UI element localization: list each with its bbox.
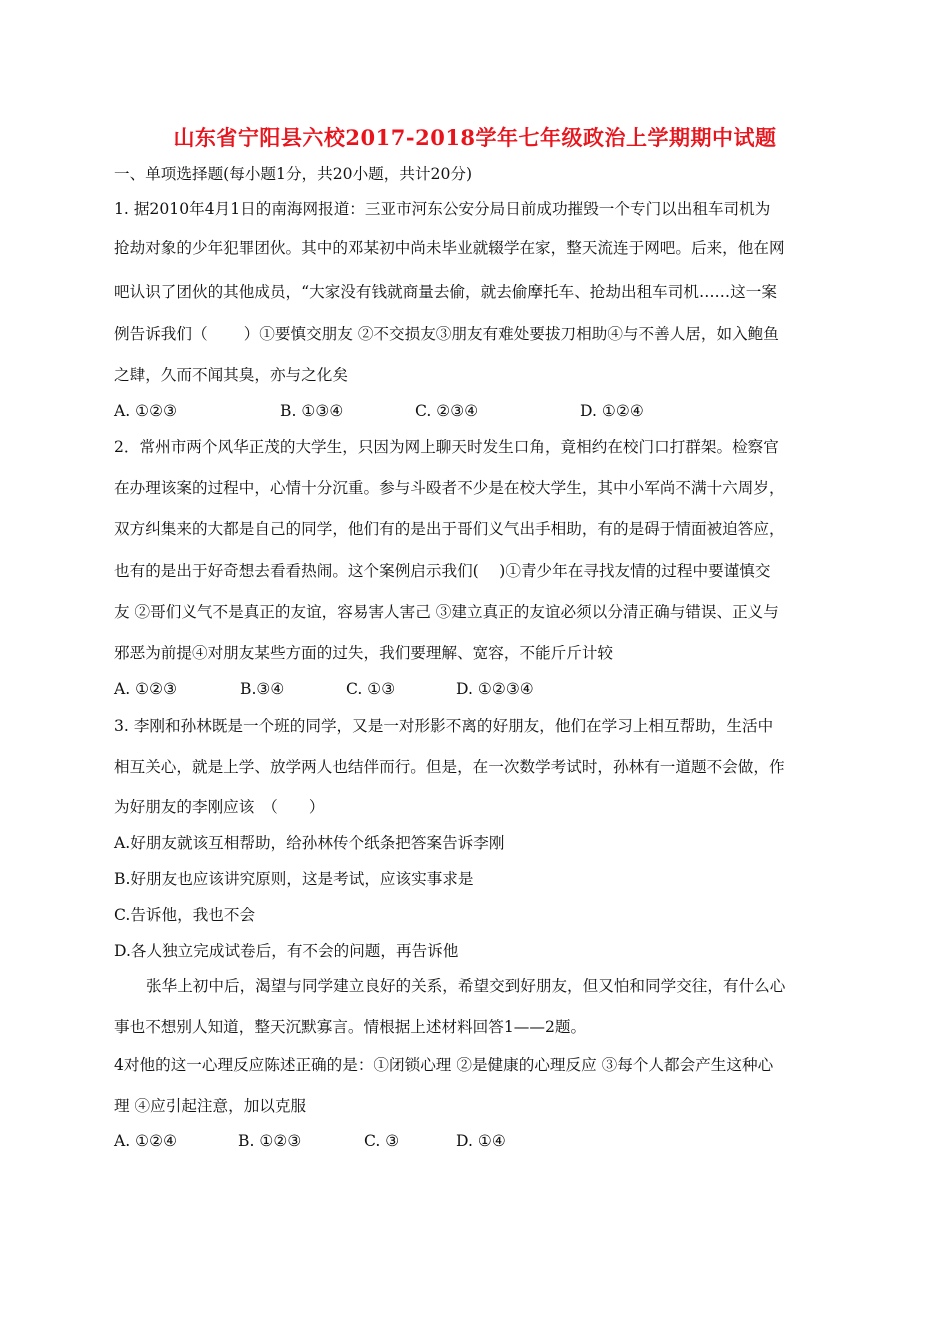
option-c: C. ③: [364, 1132, 400, 1150]
question-text-line: 也有的是出于好奇想去看看热闹。这个案例启示我们( )①青少年在寻找友情的过程中要谨慎交: [114, 562, 771, 580]
question-text-line: 1. 据2010年4月1日的南海网报道：三亚市河东公安分局日前成功摧毁一个专门以出租车司机为: [114, 200, 771, 218]
option-d: D.各人独立完成试卷后，有不会的问题，再告诉他: [114, 942, 459, 960]
option-d: D. ①②④: [580, 402, 644, 420]
option-c: C.告诉他，我也不会: [114, 906, 256, 924]
question-text-line: 友 ②哥们义气不是真正的友谊，容易害人害己 ③建立真正的友谊必须以分清正确与错误、正义与: [114, 603, 779, 621]
question-text-line: 3. 李刚和孙林既是一个班的同学，又是一对形影不离的好朋友，他们在学习上相互帮助，生活中: [114, 717, 774, 735]
option-b: B.好朋友也应该讲究原则，这是考试，应该实事求是: [114, 870, 474, 888]
option-b: B. ①②③: [238, 1132, 302, 1150]
option-b: B. ①③④: [280, 402, 344, 420]
section-heading: 一、单项选择题(每小题1分，共20小题，共计20分): [114, 165, 473, 183]
question-text-line: 吧认识了团伙的其他成员，“大家没有钱就商量去偷，就去偷摩托车、抢劫出租车司机……这一案: [114, 283, 777, 301]
option-a: A. ①②③: [114, 680, 178, 698]
option-a: A. ①②④: [114, 1132, 178, 1150]
question-text-line: 相互关心，就是上学、放学两人也结伴而行。但是，在一次数学考试时，孙林有一道题不会做，作: [114, 758, 785, 776]
option-c: C. ①③: [346, 680, 396, 698]
material-text-line: 事也不想别人知道，整天沉默寡言。情根据上述材料回答1——2题。: [114, 1018, 587, 1036]
option-a: A.好朋友就该互相帮助，给孙林传个纸条把答案告诉李刚: [114, 834, 505, 852]
question-text-line: 在办理该案的过程中，心情十分沉重。参与斗殴者不少是在校大学生，其中小军尚不满十六周岁，: [114, 479, 785, 497]
question-text-line: 为好朋友的李刚应该 （ ）: [114, 798, 325, 816]
question-text-line: 双方纠集来的大都是自己的同学，他们有的是出于哥们义气出手相助，有的是碍于情面被迫答应，: [114, 520, 785, 538]
option-d: D. ①④: [456, 1132, 506, 1150]
option-d: D. ①②③④: [456, 680, 534, 698]
question-text-line: 之肆，久而不闻其臭，亦与之化矣: [114, 366, 348, 384]
question-text-line: 2．常州市两个风华正茂的大学生，只因为网上聊天时发生口角，竟相约在校门口打群架。检察官: [114, 438, 779, 456]
question-text-line: 例告诉我们（ ）①要慎交朋友 ②不交损友③朋友有难处要拔刀相助④与不善人居，如入鲍鱼: [114, 325, 779, 343]
option-c: C. ②③④: [415, 402, 479, 420]
question-text-line: 4对他的这一心理反应陈述正确的是：①闭锁心理 ②是健康的心理反应 ③每个人都会产生这种心: [114, 1056, 774, 1074]
option-b: B.③④: [240, 680, 285, 698]
exam-title: 山东省宁阳县六校2017-2018学年七年级政治上学期期中试题: [173, 125, 777, 150]
material-text-line: 张华上初中后，渴望与同学建立良好的关系，希望交到好朋友，但又怕和同学交往，有什么心: [146, 977, 786, 995]
question-text-line: 邪恶为前提④对朋友某些方面的过失，我们要理解、宽容，不能斤斤计较: [114, 644, 614, 662]
option-a: A. ①②③: [114, 402, 178, 420]
question-text-line: 抢劫对象的少年犯罪团伙。其中的邓某初中尚未毕业就辍学在家，整天流连于网吧。后来，他在网: [114, 239, 785, 257]
question-text-line: 理 ④应引起注意，加以克服: [114, 1097, 307, 1115]
